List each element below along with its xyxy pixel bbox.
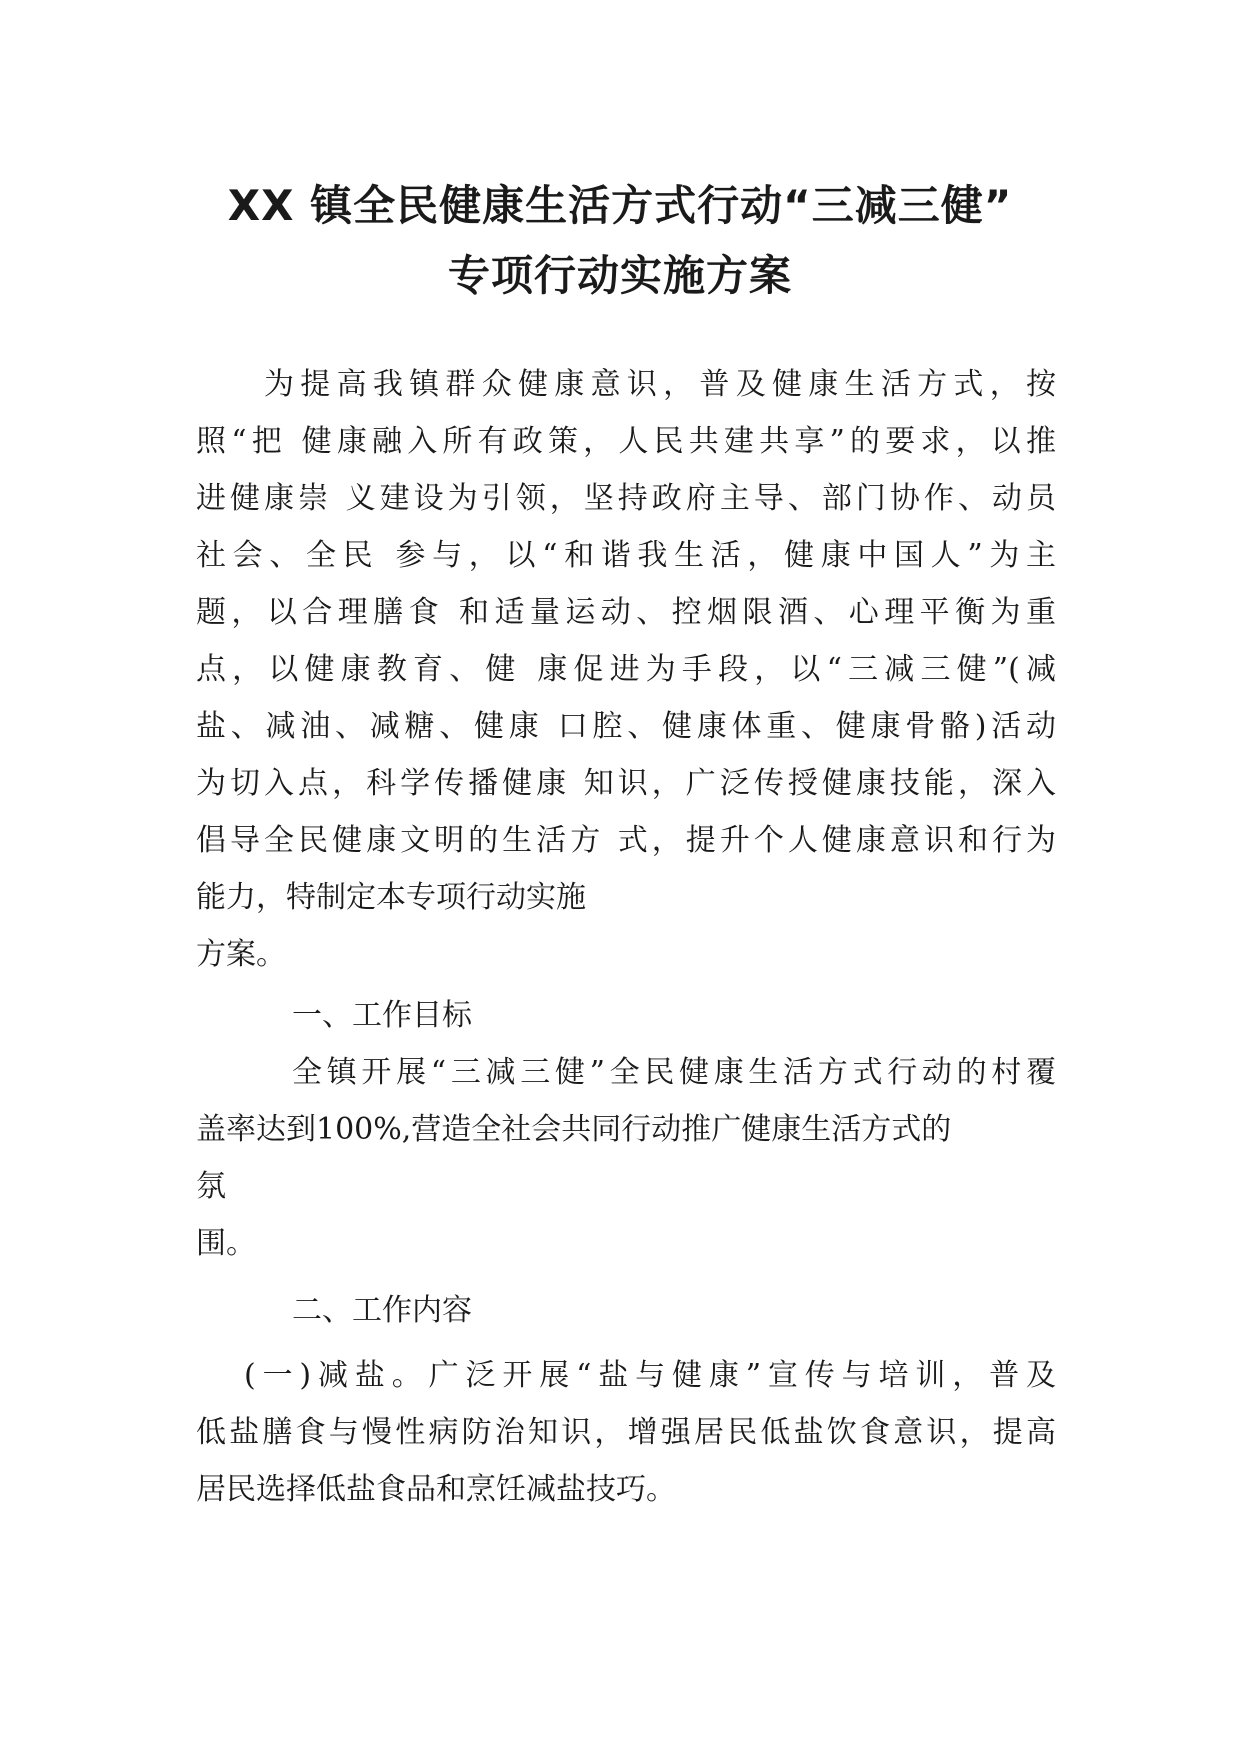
document-body <box>196 356 1056 1518</box>
document-title-line-2: 专项行动实施方案 <box>447 251 792 300</box>
content-paragraph-line: 居民选择低盐食品和烹饪减盐技巧。 <box>196 1472 676 1507</box>
intro-paragraph-line: 方案。 <box>196 937 286 972</box>
goals-paragraph-line: 围。 <box>196 1226 256 1261</box>
intro-paragraph-line: 为切入点，科学传播健康 知识，广泛传授健康技能，深入 <box>196 766 1056 801</box>
intro-paragraph-line: 为提高我镇群众健康意识，普及健康生活方式，按 <box>264 367 1056 402</box>
intro-paragraph-line: 倡导全民健康文明的生活方 式，提升个人健康意识和行为 <box>196 823 1056 858</box>
intro-paragraph-line: 盐、减油、减糖、健康 口腔、健康体重、健康骨骼)活动 <box>196 709 1056 744</box>
document-title-line-1: XX 镇全民健康生活方式行动“三减三健” <box>227 181 1013 230</box>
intro-paragraph-line: 社会、全民 参与，以“和谐我生活，健康中国人”为主 <box>196 538 1056 573</box>
goals-paragraph-line: 全镇开展“三减三健”全民健康生活方式行动的村覆 <box>292 1055 1056 1090</box>
section-heading-goals: 一、工作目标 <box>292 998 472 1033</box>
goals-paragraph-line: 氛 <box>196 1169 226 1204</box>
intro-paragraph-line: 进健康崇 义建设为引领，坚持政府主导、部门协作、动员 <box>196 481 1056 516</box>
goals-paragraph-line: 盖率达到100%,营造全社会共同行动推广健康生活方式的 <box>196 1112 952 1147</box>
intro-paragraph-line: 点，以健康教育、健 康促进为手段，以“三减三健”(减 <box>196 652 1056 687</box>
intro-paragraph-line: 能力，特制定本专项行动实施 <box>196 880 586 915</box>
section-heading-content: 二、工作内容 <box>292 1293 472 1328</box>
content-paragraph-line: 低盐膳食与慢性病防治知识，增强居民低盐饮食意识，提高 <box>196 1415 1056 1450</box>
intro-paragraph-line: 题，以合理膳食 和适量运动、控烟限酒、心理平衡为重 <box>196 595 1056 630</box>
intro-paragraph-line: 照“把 健康融入所有政策，人民共建共享”的要求，以推 <box>196 424 1056 459</box>
content-paragraph-line: (一)减盐。广泛开展“盐与健康”宣传与培训，普及 <box>244 1358 1056 1393</box>
